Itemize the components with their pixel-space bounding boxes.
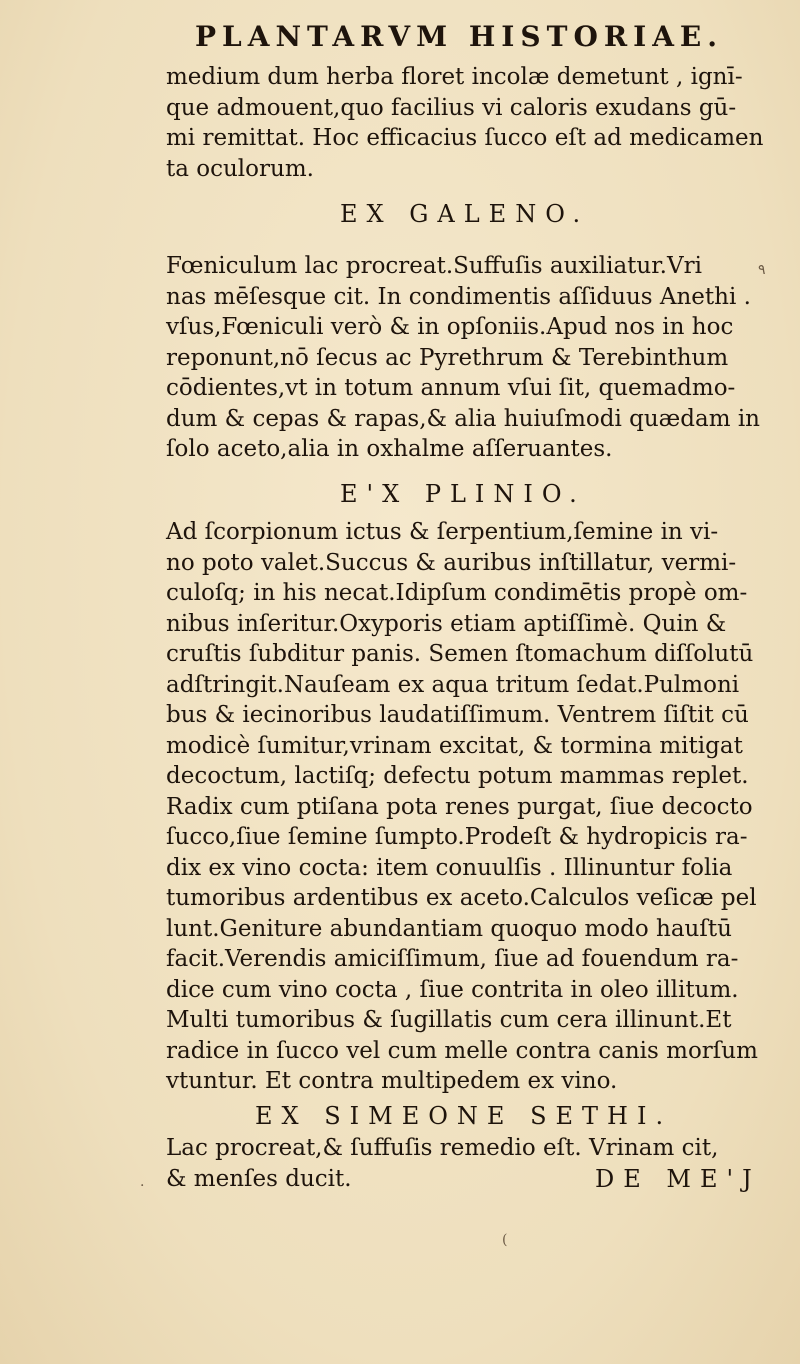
text-line: nas mēſesque cit. In condimentis aſſiduus Anethi .	[166, 283, 751, 310]
paragraph-galeno	[166, 251, 760, 465]
text-line: cruſtis ſubditur panis. Semen ſtomachum diſſolutū	[166, 641, 754, 667]
margin-mark: (	[502, 1232, 508, 1248]
text-line: ta oculorum.	[166, 155, 314, 182]
text-line: que admouent,quo facilius vi caloris exudans gū-	[166, 94, 737, 121]
text-line: vtuntur. Et contra multipedem ex vino.	[166, 1068, 618, 1094]
text-line: Fœniculum lac procreat.Suffuſis auxiliatur.Vri	[166, 253, 702, 279]
text-line: Radix cum ptiſana pota renes purgat, ſiue decocto	[166, 793, 753, 820]
paragraph-continued	[166, 62, 764, 184]
text-line: dix ex vino cocta: item conuulſis . Illinuntur folia	[166, 854, 733, 881]
text-line: ſucco,ſiue ſemine ſumpto.Prodeſt & hydropicis ra-	[166, 824, 748, 850]
catchword: DE ME'J	[595, 1165, 761, 1193]
text-line: ſolo aceto,alia in oxhalme aſſeruantes.	[166, 436, 613, 462]
margin-mark: ٩	[758, 262, 766, 278]
text-line: nibus inſeritur.Oxyporis etiam aptiſſimè. Quin &	[166, 610, 727, 637]
section-heading-plinio: E'X PLINIO.	[340, 480, 586, 508]
section-heading-galeno: EX GALENO.	[340, 200, 590, 228]
text-line: mi remittat. Hoc efficacius ſucco eſt ad medicamen	[166, 125, 764, 151]
text-line: radice in ſucco vel cum melle contra canis morſum	[166, 1037, 758, 1064]
text-line: cōdientes,vt in totum annum vſui ſit, quemadmo-	[166, 375, 736, 401]
text-line: facit.Verendis amiciſſimum, ſiue ad fouendum ra-	[166, 946, 739, 972]
text-line: lunt.Geniture abundantiam quoquo modo hauſtū	[166, 915, 732, 942]
text-line: reponunt,nō ſecus ac Pyrethrum & Terebinthum	[166, 344, 729, 371]
text-line: adſtringit.Nauſeam ex aqua tritum ſedat.Pulmoni	[166, 671, 740, 698]
text-line: dum & cepas & rapas,& alia huiuſmodi quædam in	[166, 405, 760, 432]
running-head: PLANTARVM HISTORIAE.	[195, 20, 724, 53]
text-line: tumoribus ardentibus ex aceto.Calculos veſicæ pel	[166, 885, 757, 911]
text-line: culoſq; in his necat.Idipſum condimētis propè om-	[166, 580, 748, 606]
text-line: bus & iecinoribus laudatiſſimum. Ventrem ſiſtit cū	[166, 702, 749, 728]
text-line: decoctum, lactiſq; defectu potum mammas replet.	[166, 763, 749, 789]
section-heading-simeone: EX SIMEONE SETHI.	[255, 1102, 673, 1130]
paragraph-plinio	[166, 517, 758, 1097]
text-line: medium dum herba floret incolæ demetunt , ignī-	[166, 64, 743, 90]
text-line: Lac procreat,& ſuffuſis remedio eſt. Vrinam cit,	[166, 1135, 719, 1161]
text-line: dice cum vino cocta , ſiue contrita in oleo illitum.	[166, 976, 739, 1003]
text-line: no poto valet.Succus & auribus inſtillatur, vermi-	[166, 549, 737, 576]
text-line: modicè ſumitur,vrinam excitat, & tormina mitigat	[166, 732, 743, 759]
text-line: & menſes ducit.	[166, 1165, 352, 1192]
text-line: Ad ſcorpionum ictus & ſerpentium,ſemine in vi-	[166, 519, 719, 545]
margin-mark: ·	[140, 1178, 145, 1194]
text-line: Multi tumoribus & ſugillatis cum cera illinunt.Et	[166, 1007, 732, 1033]
text-line: vſus,Fœniculi verò & in opſoniis.Apud nos in hoc	[166, 314, 734, 340]
